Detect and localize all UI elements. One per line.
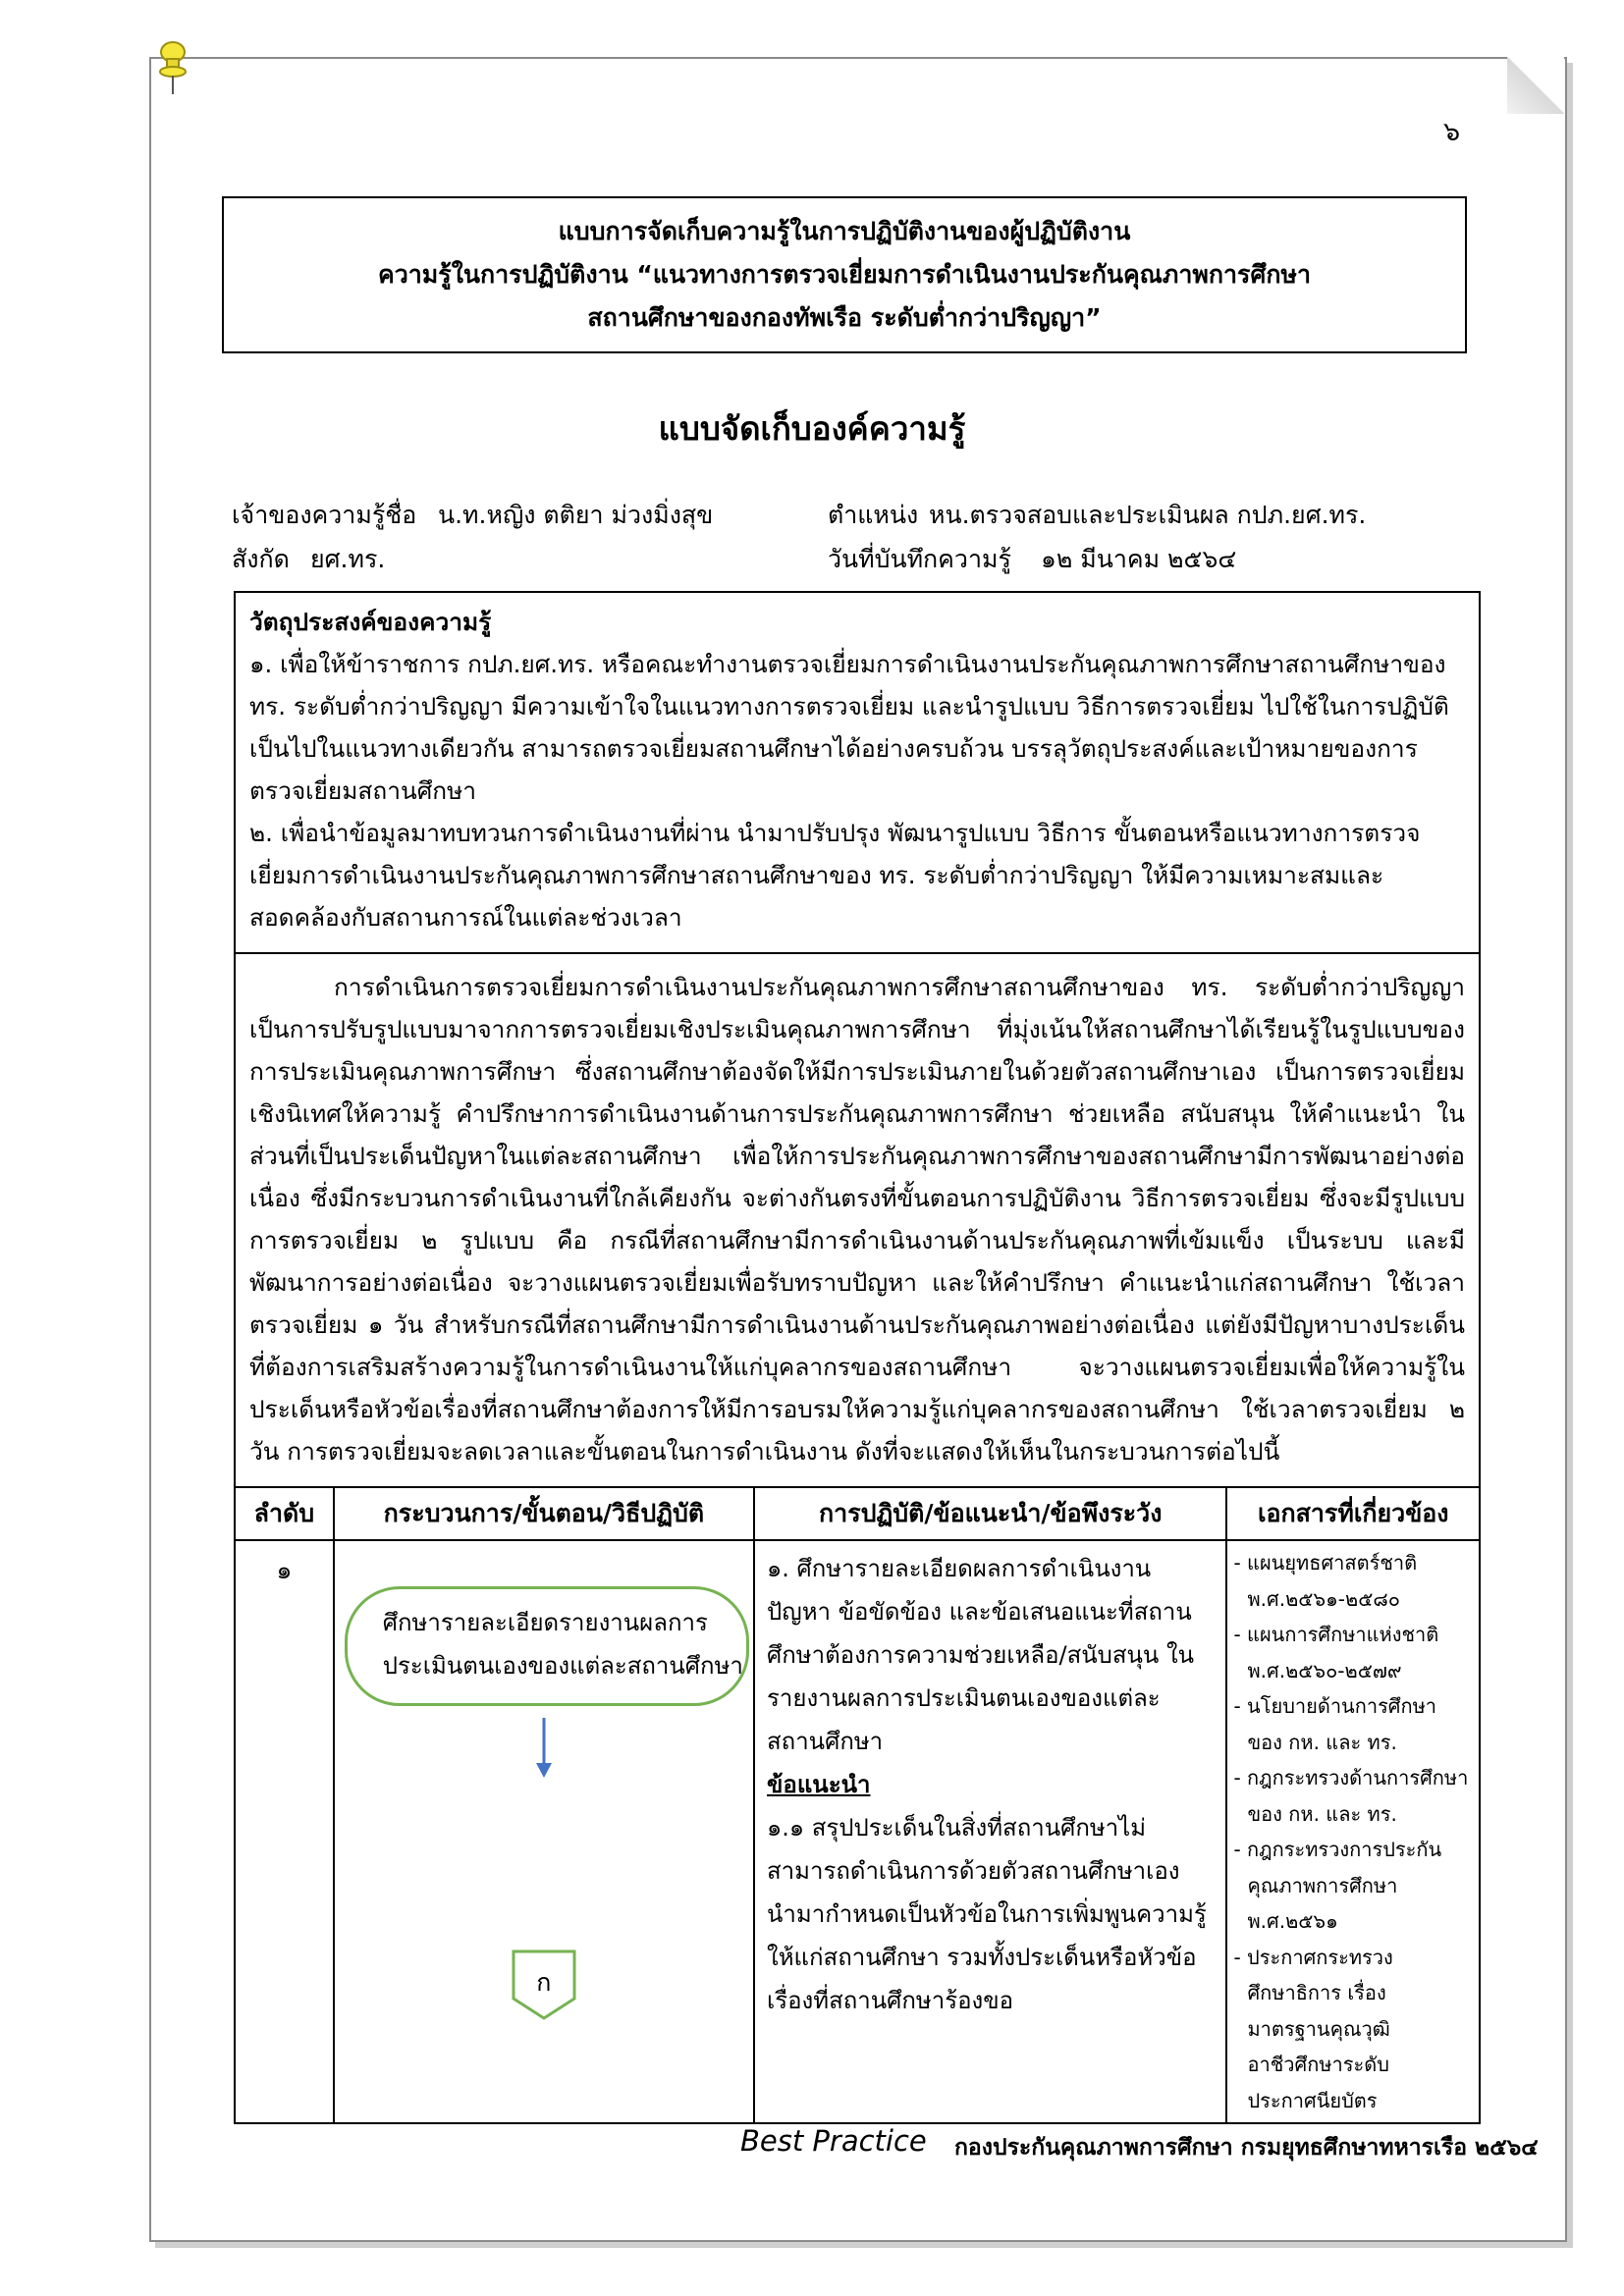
process-cell [334, 1540, 754, 2123]
connector-label: ก [536, 1968, 552, 1997]
objective-item-1: ๑. เพื่อให้ข้าราชการ กปภ.ยศ.ทร. หรือคณะทำงานตรวจเยี่ยมการดำเนินงานประกันคุณภาพการศึกษาสถานศึกษาของ ทร. ระดับต่ำกว่าปริญญา มีความเข้าใจในแนวทางการตรวจเยี่ยม และนำรูปแบบ วิธีการตรวจเยี่ยม ไปใช้ในการปฏิบัติเป็นไปในแนวทางเดียวกัน สามารถตรวจเยี่ยมสถานศึกษาได้อย่างครบถ้วน บรรลุวัตถุประสงค์และเป้าหมายของการตรวจเยี่ยมสถานศึกษา [249, 650, 1449, 805]
header-box [222, 196, 1467, 353]
unit-label: สังกัด [232, 545, 290, 573]
docs-cell [1226, 1540, 1480, 2123]
pushpin-icon [157, 39, 189, 96]
page-number: ๖ [1443, 117, 1461, 147]
arrow-down-icon [535, 1718, 553, 1779]
process-step-oval: ศึกษารายละเอียดรายงานผลการประเมินตนเองของแต่ละสถานศึกษา [345, 1586, 749, 1706]
objectives-box [234, 591, 1481, 954]
practice-main: ๑. ศึกษารายละเอียดผลการดำเนินงาน ปัญหา ข้อขัดข้อง และข้อเสนอแนะที่สถานศึกษาต้องการความช่วยเหลือ/สนับสนุน ในรายงานผลการประเมินตนเองของแต่ละสถานศึกษา [767, 1555, 1195, 1755]
practice-advice: ๑.๑ สรุปประเด็นในสิ่งที่สถานศึกษาไม่สามารถดำเนินการด้วยตัวสถานศึกษาเอง นำมากำหนดเป็นหัวข้อในการเพิ่มพูนความรู้ให้แก่สถานศึกษา รวมทั้งประเด็นหรือหัวข้อเรื่องที่สถานศึกษาร้องขอ [767, 1814, 1207, 2014]
doc-item: - กฎกระทรวงการประกันคุณภาพการศึกษา พ.ศ.๒๕๖๑ [1233, 1838, 1442, 1933]
doc-item: - นโยบายด้านการศึกษา ของ กห. และ ทร. [1233, 1694, 1437, 1754]
header-no: ลำดับ [235, 1487, 334, 1540]
intro-paragraph: การดำเนินการตรวจเยี่ยมการดำเนินงานประกันคุณภาพการศึกษาสถานศึกษาของ ทร. ระดับต่ำกว่าปริญญา เป็นการปรับรูปแบบมาจากการตรวจเยี่ยมเชิงประเมินคุณภาพการศึกษา ที่มุ่งเน้นให้สถานศึกษาได้เรียนรู้ในรูปแบบของการประเมินคุณภาพการศึกษา ซึ่งสถานศึกษาต้องจัดให้มีการประเมินภายในด้วยตัวสถานศึกษาเอง เป็นการตรวจเยี่ยมเชิงนิเทศให้ความรู้ คำปรึกษาการดำเนินงานด้านการประกันคุณภาพการศึกษา ช่วยเหลือ สนับสนุน ให้คำแนะนำ ในส่วนที่เป็นประเด็นปัญหาในแต่ละสถานศึกษา เพื่อให้การประกันคุณภาพการศึกษาของสถานศึกษามีการพัฒนาอย่างต่อเนื่อง ซึ่งมีกระบวนการดำเนินงานที่ใกล้เคียงกัน จะต่างกันตรงที่ขั้นตอนการปฏิบัติงาน วิธีการตรวจเยี่ยม ซึ่งจะมีรูปแบบการตรวจเยี่ยม ๒ รูปแบบ คือ กรณีที่สถานศึกษามีการดำเนินงานด้านประกันคุณภาพที่เข้มแข็ง เป็นระบบ และมีพัฒนาการอย่างต่อเนื่อง จะวางแผนตรวจเยี่ยมเพื่อรับทราบปัญหา และให้คำปรึกษา คำแนะนำแก่สถานศึกษา ใช้เวลาตรวจเยี่ยม ๑ วัน สำหรับกรณีที่สถานศึกษามีการดำเนินงานด้านประกันคุณภาพอย่างต่อเนื่อง แต่ยังมีปัญหาบางประเด็นที่ต้องการเสริมสร้างความรู้ในการดำเนินงานให้แก่บุคลากรของสถานศึกษา จะวางแผนตรวจเยี่ยมเพื่อให้ความรู้ในประเด็นหรือหัวข้อเรื่องที่สถานศึกษาต้องการให้มีการอบรมให้ความรู้แก่บุคลากรของสถานศึกษา ใช้เวลาตรวจเยี่ยม ๒ วัน การตรวจเยี่ยมจะลดเวลาและขั้นตอนในการดำเนินงาน ดังที่จะแสดงให้เห็นในกระบวนการต่อไปนี้ [249, 973, 1465, 1466]
date-label: วันที่บันทึกความรู้ [828, 545, 1011, 573]
row-number: ๑ [235, 1540, 334, 2123]
header-line-1: แบบการจัดเก็บความรู้ในการปฏิบัติงานของผู้ปฏิบัติงาน [558, 217, 1131, 245]
footer-best-practice: Best Practice [740, 2124, 927, 2158]
position-value: หน.ตรวจสอบและประเมินผล กปภ.ยศ.ทร. [929, 501, 1367, 529]
form-subtitle: แบบจัดเก็บองค์ความรู้ [658, 409, 966, 448]
footer-organization: กองประกันคุณภาพการศึกษา กรมยุทธศึกษาทหารเรือ ๒๕๖๔ [954, 2135, 1539, 2161]
header-docs: เอกสารที่เกี่ยวข้อง [1226, 1487, 1480, 1540]
process-table [234, 1486, 1481, 2124]
header-line-2: ความรู้ในการปฏิบัติงาน “แนวทางการตรวจเยี่ยมการดำเนินงานประกันคุณภาพการศึกษา [378, 260, 1311, 289]
table-row [235, 1540, 1480, 2123]
objective-item-2: ๒. เพื่อนำข้อมูลมาทบทวนการดำเนินงานที่ผ่าน นำมาปรับปรุง พัฒนารูปแบบ วิธีการ ขั้นตอนหรือแนวทางการตรวจเยี่ยมการดำเนินงานประกันคุณภาพการศึกษาสถานศึกษาของ ทร. ระดับต่ำกว่าปริญญา ให้มีความเหมาะสมและสอดคล้องกับสถานการณ์ในแต่ละช่วงเวลา [249, 819, 1421, 932]
advice-label: ข้อแนะนำ [767, 1771, 871, 1798]
doc-item: - กฎกระทรวงด้านการศึกษาของ กห. และ ทร. [1233, 1766, 1469, 1826]
date-value: ๑๒ มีนาคม ๒๕๖๔ [1041, 545, 1237, 573]
doc-item: - แผนการศึกษาแห่งชาติ พ.ศ.๒๕๖๐-๒๕๗๙ [1233, 1623, 1439, 1682]
unit-value: ยศ.ทร. [310, 545, 386, 573]
header-practice: การปฏิบัติ/ข้อแนะนำ/ข้อพึงระวัง [754, 1487, 1226, 1540]
header-process: กระบวนการ/ขั้นตอน/วิธีปฏิบัติ [334, 1487, 754, 1540]
page-fold-corner [1507, 57, 1564, 114]
practice-cell [754, 1540, 1226, 2123]
owner-label: เจ้าของความรู้ชื่อ [232, 501, 417, 529]
doc-item: - แผนยุทธศาสตร์ชาติ พ.ศ.๒๕๖๑-๒๕๘๐ [1233, 1551, 1418, 1611]
doc-item: - ประกาศกระทรวงศึกษาธิการ เรื่อง มาตรฐานคุณวุฒิอาชีวศึกษาระดับประกาศนียบัตร [1233, 1945, 1393, 2112]
owner-value: น.ท.หญิง ตติยา ม่วงมิ่งสุข [438, 501, 714, 529]
intro-box [234, 952, 1481, 1488]
position-label: ตำแหน่ง [828, 501, 919, 529]
header-line-3: สถานศึกษาของกองทัพเรือ ระดับต่ำกว่าปริญญา” [587, 303, 1102, 332]
table-header-row [235, 1487, 1480, 1540]
objectives-title: วัตถุประสงค์ของความรู้ [249, 608, 492, 636]
